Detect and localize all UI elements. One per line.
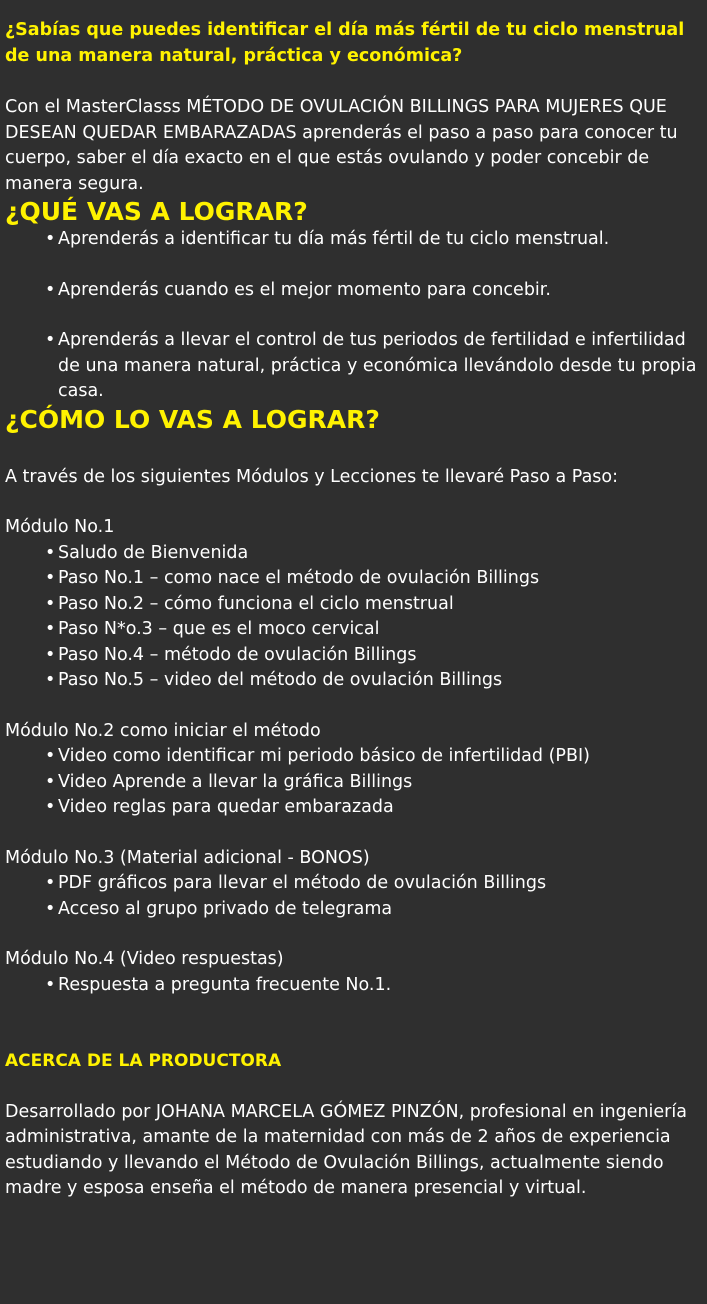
module-title: Módulo No.3 (Material adicional - BONOS) — [5, 847, 370, 868]
list-item: • Saludo de Bienvenida — [45, 541, 703, 567]
list-item: • Paso No.2 – cómo funciona el ciclo menstrual — [45, 592, 703, 618]
module-title: Módulo No.2 como iniciar el método — [5, 720, 321, 741]
productora-description: Desarrollado por JOHANA MARCELA GÓMEZ PINZÓN, profesional en ingeniería administrativa, amante de la maternidad con más de 2 años de experiencia estudiando y llevando el Método de Ovulación Billings, actualmente siendo madre y esposa enseña el método de manera presencial y virtual. — [5, 1101, 687, 1198]
como-heading: ¿CÓMO LO VAS A LOGRAR? — [5, 404, 380, 434]
module-1 — [5, 515, 703, 694]
intro-description: Con el MasterClasss MÉTODO DE OVULACIÓN BILLINGS PARA MUJERES QUE DESEAN QUEDAR EMBARAZADAS aprenderás el paso a paso para conocer tu cuerpo, saber el día exacto en el que estás ovulando y poder concebir de manera segura. — [5, 97, 678, 194]
module-title: Módulo No.4 (Video respuestas) — [5, 949, 284, 969]
list-item: • Video como identificar mi periodo básico de infertilidad (PBI) — [45, 744, 703, 770]
list-item: • Paso No.4 – método de ovulación Billings — [45, 643, 703, 669]
lograr-heading: ¿QUÉ VAS A LOGRAR? — [5, 197, 308, 226]
list-item: • PDF gráficos para llevar el método de ovulación Billings — [45, 871, 703, 897]
list-item: • Respuesta a pregunta frecuente No.1. — [45, 973, 703, 999]
list-item: • Aprenderás cuando es el mejor momento para concebir. — [45, 278, 703, 304]
intro-question: ¿Sabías que puedes identificar el día más fértil de tu ciclo menstrual de una manera natural, práctica y económica? — [5, 20, 685, 66]
list-item: • Video reglas para quedar embarazada — [45, 795, 703, 821]
list-item: • Aprenderás a llevar el control de tus periodos de fertilidad e infertilidad de una manera natural, práctica y económica llevándolo desde tu propia casa. — [45, 328, 703, 405]
productora-heading: ACERCA DE LA PRODUCTORA — [5, 1051, 282, 1071]
module-2 — [5, 719, 703, 821]
list-item: • Paso No.1 – como nace el método de ovulación Billings — [45, 566, 703, 592]
module-lessons — [5, 744, 703, 821]
module-lessons — [5, 871, 703, 922]
list-item: • Video Aprende a llevar la gráfica Billings — [45, 770, 703, 796]
module-lessons — [5, 973, 703, 999]
module-4 — [5, 947, 703, 998]
module-lessons — [5, 541, 703, 694]
list-item: • Paso No.5 – video del método de ovulación Billings — [45, 668, 703, 694]
lograr-list — [5, 227, 703, 405]
como-intro: A través de los siguientes Módulos y Lecciones te llevaré Paso a Paso: — [5, 466, 619, 487]
module-3 — [5, 846, 703, 923]
module-title: Módulo No.1 — [5, 517, 115, 537]
list-item: • Acceso al grupo privado de telegrama — [45, 897, 703, 923]
list-item: • Aprenderás a identificar tu día más fértil de tu ciclo menstrual. — [45, 227, 703, 253]
list-item: • Paso N*o.3 – que es el moco cervical — [45, 617, 703, 643]
